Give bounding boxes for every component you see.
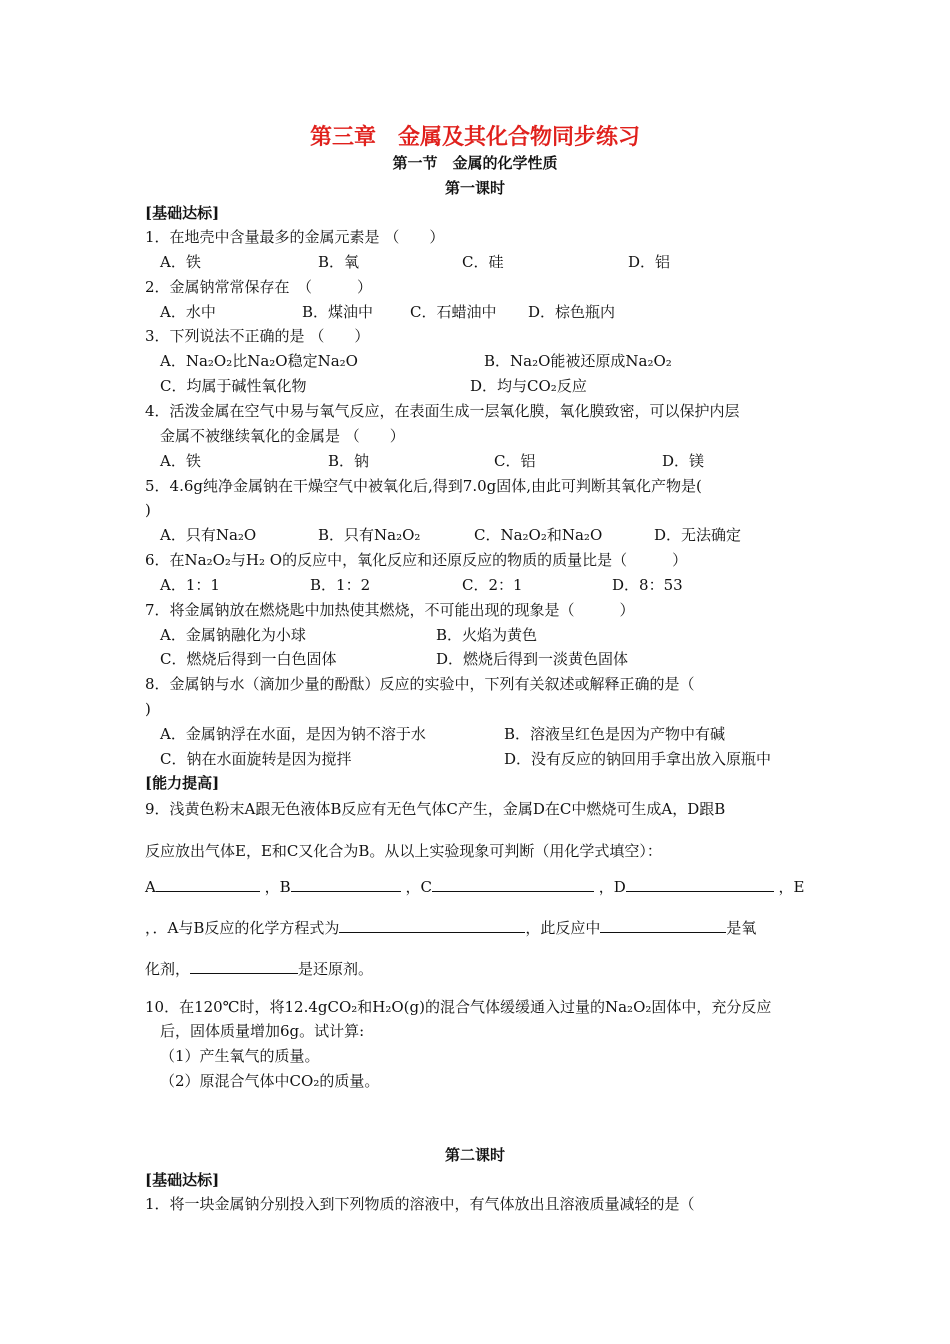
q5-option-a: A．只有Na₂O	[160, 526, 257, 544]
question-7: 7．将金属钠放在燃烧匙中加热使其燃烧，不可能出现的现象是（ ）	[145, 601, 635, 619]
question-5-cont: )	[145, 501, 151, 519]
blank-b[interactable]	[291, 877, 401, 892]
question-1: 1．在地壳中含量最多的金属元素是 （ ）	[145, 228, 445, 246]
q9-reductant-text: 是还原剂。	[298, 960, 374, 978]
q3-option-c: C．均属于碱性氧化物	[160, 377, 307, 395]
blank-label-c: ，C	[405, 878, 432, 896]
q4-option-a: A．铁	[160, 452, 201, 470]
question-2: 2．金属钠常常保存在 （ ）	[145, 278, 373, 296]
question-9-blanks	[145, 877, 804, 897]
q4-option-b: B．钠	[328, 452, 370, 470]
q5-option-b: B．只有Na₂O₂	[318, 526, 421, 544]
q3-option-a: A．Na₂O₂比Na₂O稳定Na₂O	[160, 352, 358, 370]
q8-option-d: D．没有反应的钠回用手拿出放入原瓶中	[504, 750, 772, 768]
q4-option-c: C．铝	[494, 452, 536, 470]
blank-label-a: A	[145, 878, 156, 896]
blank-oxidant[interactable]	[600, 918, 726, 933]
blank-c[interactable]	[432, 877, 594, 892]
q7-option-d: D．燃烧后得到一淡黄色固体	[436, 650, 629, 668]
q1-option-c: C．硅	[462, 253, 504, 271]
q7-option-b: B．火焰为黄色	[436, 626, 538, 644]
section-label-ability: [能力提高]	[145, 774, 220, 792]
section-label-basic-2: [基础达标]	[145, 1171, 220, 1189]
blank-a[interactable]	[156, 877, 260, 892]
q5-option-d: D．无法确定	[654, 526, 742, 544]
blank-label-e: ，E	[778, 878, 805, 896]
q6-option-c: C．2：1	[462, 576, 523, 594]
q7-option-a: A．金属钠融化为小球	[160, 626, 306, 644]
question-3: 3．下列说法不正确的是 （ ）	[145, 327, 370, 345]
blank-label-d: ，D	[598, 878, 626, 896]
question-8: 8．金属钠与水（滴加少量的酚酞）反应的实验中，下列有关叙述或解释正确的是（	[145, 675, 695, 693]
q5-option-c: C．Na₂O₂和Na₂O	[474, 526, 603, 544]
blank-d[interactable]	[626, 877, 774, 892]
page-title: 第三章 金属及其化合物同步练习	[309, 124, 640, 150]
q2-option-a: A．水中	[160, 303, 216, 321]
q9-reaction-text: ，此反应中	[525, 919, 601, 937]
q10-part-2: （2）原混合气体中CO₂的质量。	[160, 1072, 380, 1090]
question-6: 6．在Na₂O₂与H₂ O的反应中，氧化反应和还原反应的物质的质量比是（ ）	[145, 551, 688, 569]
q9-oxidant-end: 化剂，	[145, 960, 191, 978]
blank-reductant[interactable]	[190, 959, 298, 974]
question-9-line4	[145, 918, 756, 938]
q8-option-b: B．溶液呈红色是因为产物中有碱	[504, 725, 726, 743]
section-label-basic: [基础达标]	[145, 204, 220, 222]
q8-option-c: C．钠在水面旋转是因为搅拌	[160, 750, 352, 768]
q7-option-c: C．燃烧后得到一白色固体	[160, 650, 337, 668]
lesson-title: 第一课时	[444, 179, 505, 197]
question-4: 4．活泼金属在空气中易与氧气反应，在表面生成一层氧化膜，氧化膜致密，可以保护内层	[145, 402, 740, 420]
q10-part-1: （1）产生氧气的质量。	[160, 1047, 320, 1065]
lesson-2-title: 第二课时	[444, 1146, 505, 1164]
q8-option-a: A．金属钠浮在水面，是因为钠不溶于水	[160, 725, 426, 743]
question-9-line5	[145, 959, 373, 979]
lesson2-question-1: 1．将一块金属钠分别投入到下列物质的溶液中，有气体放出且溶液质量减轻的是（	[145, 1195, 695, 1213]
section-title: 第一节 金属的化学性质	[392, 154, 558, 172]
q6-option-d: D．8：53	[612, 576, 683, 594]
question-10: 10．在120℃时，将12.4gCO₂和H₂O(g)的混合气体缓缓通入过量的Na₂O₂固体中，充分反应	[145, 998, 772, 1016]
q6-option-b: B．1：2	[310, 576, 371, 594]
q1-option-d: D．铝	[628, 253, 671, 271]
q6-option-a: A．1：1	[160, 576, 220, 594]
question-9-line2: 反应放出气体E，E和C又化合为B。从以上实验现象可判断（用化学式填空）：	[145, 842, 662, 860]
q2-option-d: D．棕色瓶内	[528, 303, 616, 321]
q2-option-c: C．石蜡油中	[410, 303, 497, 321]
question-4-cont: 金属不被继续氧化的金属是 （ ）	[160, 427, 405, 445]
question-10-cont: 后，固体质量增加6g。试计算:	[160, 1022, 365, 1040]
question-5: 5．4.6g纯净金属钠在干燥空气中被氧化后,得到7.0g固体,由此可判断其氧化产物是(	[145, 477, 702, 495]
blank-label-b: ，B	[264, 878, 291, 896]
question-8-cont: )	[145, 700, 151, 718]
q3-option-d: D．均与CO₂反应	[470, 377, 587, 395]
q4-option-d: D．镁	[662, 452, 705, 470]
q9-equation-prompt: ，．A与B反应的化学方程式为	[145, 919, 340, 937]
q9-oxidant-text: 是氧	[726, 919, 757, 937]
q1-option-a: A．铁	[160, 253, 201, 271]
question-9: 9．浅黄色粉末A跟无色液体B反应有无色气体C产生，金属D在C中燃烧可生成A，D跟B	[145, 800, 726, 818]
q2-option-b: B．煤油中	[302, 303, 374, 321]
q1-option-b: B．氧	[318, 253, 360, 271]
blank-equation[interactable]	[339, 918, 525, 933]
q3-option-b: B．Na₂O能被还原成Na₂O₂	[484, 352, 672, 370]
